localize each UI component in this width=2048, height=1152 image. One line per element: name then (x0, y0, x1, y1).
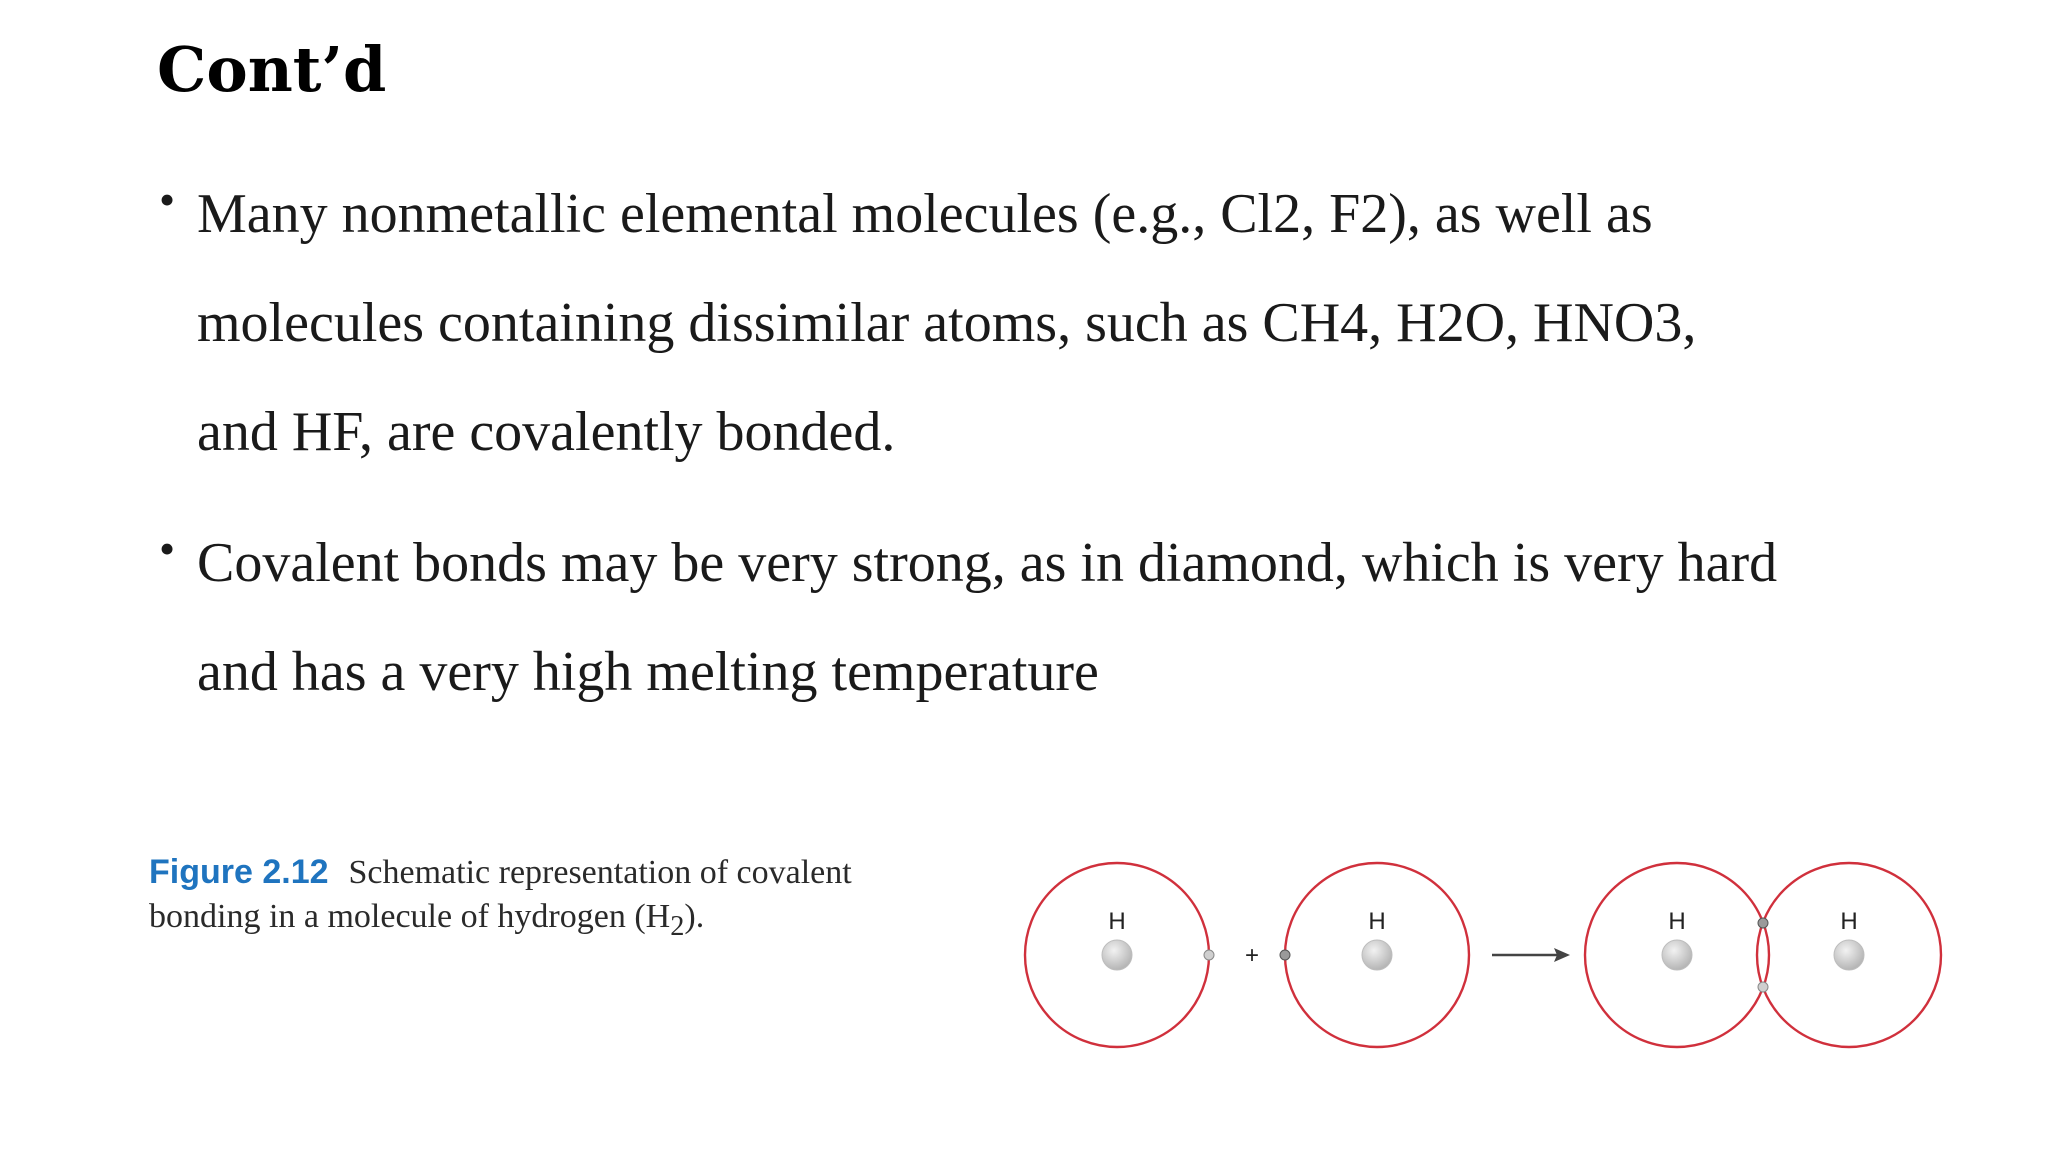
bullet-line: and has a very high melting temperature (197, 641, 1099, 703)
electron (1204, 950, 1214, 960)
figure-caption-line2 (149, 898, 705, 942)
hydrogen-molecule (1585, 863, 1941, 1047)
bullet-item-bond-strength (157, 509, 1997, 727)
plus-sign: + (1244, 942, 1260, 969)
figure-caption (149, 850, 979, 949)
bullet-line: Covalent bonds may be very strong, as in diamond, which is very hard (197, 532, 1778, 594)
slide-title: Cont’d (157, 33, 387, 106)
shared-electron (1758, 982, 1768, 992)
bullet-list (157, 160, 1997, 727)
figure-label: Figure 2.12 (149, 853, 329, 891)
bullet-line: Many nonmetallic elemental molecules (e.g., Cl2, F2), as well as (197, 183, 1653, 245)
atom-label: H (1368, 908, 1386, 935)
atom-label: H (1840, 908, 1858, 935)
bullet-item-covalent-molecules (157, 160, 1997, 487)
hydrogen-atom-2 (1280, 863, 1469, 1047)
caption-text: bonding in a molecule of hydrogen (H (149, 898, 671, 935)
bullet-dot-icon: • (159, 174, 176, 225)
nucleus (1362, 940, 1392, 970)
hydrogen-bonding-diagram (1010, 855, 1970, 1060)
figure-caption-line1: Schematic representation of covalent (348, 854, 852, 891)
electron (1280, 950, 1290, 960)
bullet-dot-icon: • (159, 523, 176, 574)
nucleus (1662, 940, 1692, 970)
shared-electron (1758, 918, 1768, 928)
caption-subscript: 2 (670, 910, 685, 942)
caption-text-end: ). (684, 898, 705, 935)
hydrogen-atom-1 (1025, 863, 1214, 1047)
atom-label: H (1668, 908, 1686, 935)
nucleus (1102, 940, 1132, 970)
atom-label: H (1108, 908, 1126, 935)
bullet-line: and HF, are covalently bonded. (197, 401, 896, 463)
bullet-line: molecules containing dissimilar atoms, such as CH4, H2O, HNO3, (197, 292, 1697, 354)
reaction-arrow-icon (1492, 948, 1570, 962)
nucleus (1834, 940, 1864, 970)
